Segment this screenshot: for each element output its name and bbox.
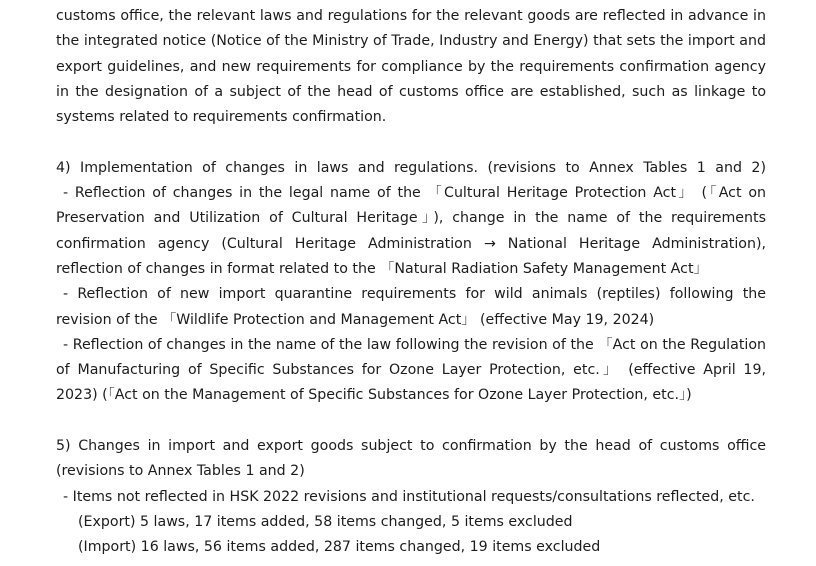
section-5-heading: 5) Changes in import and export goods subject to confirmation by the head of customs office (revisions to Annex Tables 1 and 2) — [56, 438, 766, 480]
document-body — [56, 4, 766, 561]
section-4-item-2: - Reflection of new import quarantine requirements for wild animals (reptiles) following the revision of the 「Wildlife Protection and Management Act」 (effective May 19, 2024) — [56, 286, 766, 328]
section-4-heading: 4) Implementation of changes in laws and regulations. (revisions to Annex Tables 1 and 2) — [56, 159, 766, 176]
paragraph-spacer — [56, 130, 766, 155]
section-4-item-1: - Reflection of changes in the legal name of the 「Cultural Heritage Protection Act」 (「Act on Preservation and Utilization of Cultural Heritage」), change in the name of the requirements confirmation agency (Cultural Heritage Administration → National Heritage Administration), reflection of changes in format related to the 「Natural Radiation Safety Management Act」 — [56, 185, 766, 277]
import-summary-line: (Import) 16 laws, 56 items added, 287 items changed, 19 items excluded — [78, 539, 601, 556]
section-5-item: - Items not reflected in HSK 2022 revisions and institutional requests/consultations reflected, etc. — [63, 488, 755, 505]
intro-paragraph: customs office, the relevant laws and regulations for the relevant goods are reflected in advance in the integrated notice (Notice of the Ministry of Trade, Industry and Energy) that sets the import and export guidelines, and new requirements for compliance by the requirements confirmation agency in the designation of a subject of the head of customs office are established, such as linkage to systems related to requirements confirmation. — [56, 8, 766, 126]
export-summary-line: (Export) 5 laws, 17 items added, 58 items changed, 5 items excluded — [78, 513, 573, 530]
paragraph-spacer — [56, 409, 766, 434]
section-4-item-3: - Reflection of changes in the name of the law following the revision of the 「Act on the Regulation of Manufacturing of Specific Substances for Ozone Layer Protection, etc.」 (effective April 19, 2023) (「Act on the Management of Specific Substances for Ozone Layer Protection, etc.」) — [56, 336, 766, 404]
